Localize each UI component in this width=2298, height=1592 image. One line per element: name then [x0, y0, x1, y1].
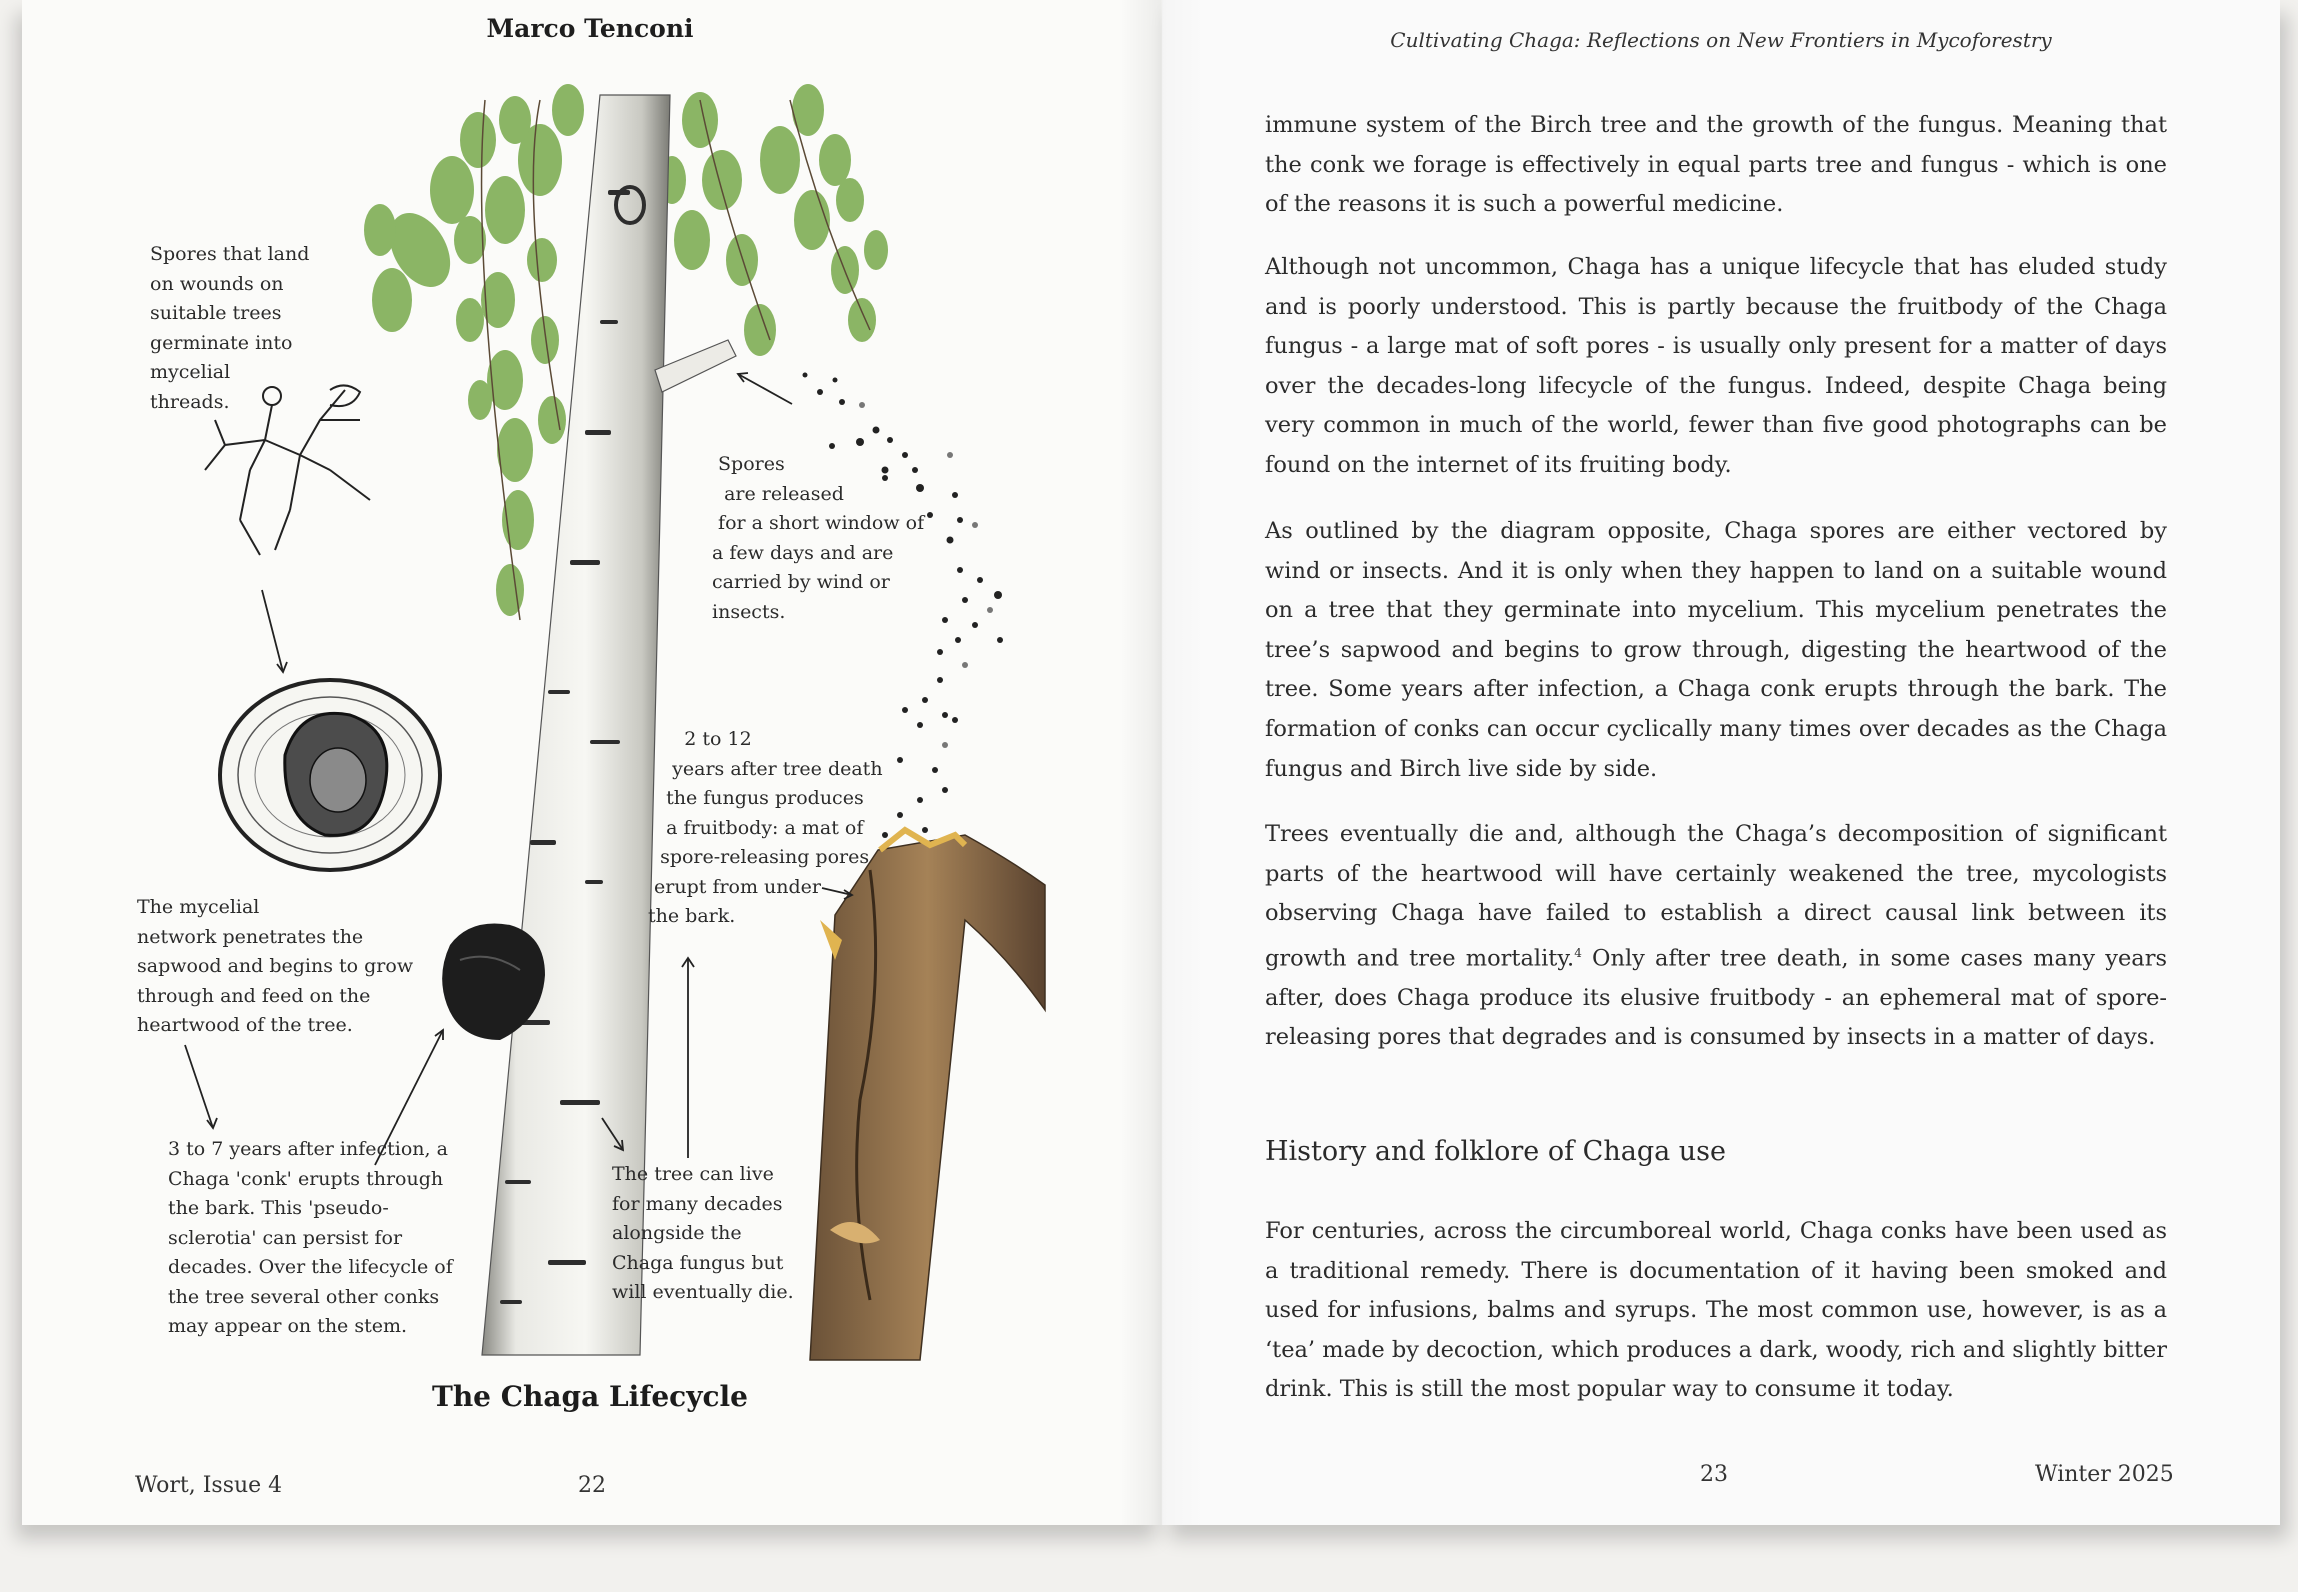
body-paragraph-2	[1265, 248, 2167, 486]
label-tree-lives: The tree can live for many decades alongside the Chaga fungus but will eventually die.	[612, 1163, 794, 1303]
footer-right-page-number: 23	[1700, 1462, 1728, 1487]
label-conk: 3 to 7 years after infection, a Chaga 'conk' erupts through the bark. This 'pseudo- sclerotia' can persist for decades. Over the lifecycle of the tree several other conks may appear on the stem.	[168, 1138, 453, 1337]
header-running-title: Cultivating Chaga: Reflections on New Frontiers in Mycoforestry	[1390, 28, 2052, 52]
paragraph-text: Trees eventually die and, although the Chaga’s decomposition of significant parts of the heartwood will have certainly weakened the tree, mycologists observing Chaga have failed to establish a direct causal link between its growth and tree mortality.	[1265, 821, 2167, 972]
body-paragraph-4	[1265, 815, 2167, 1058]
paragraph-text: As outlined by the diagram opposite, Chaga spores are either vectored by wind or insects. And it is only when they happen to land on a suitable wound on a tree that they germinate into mycelium. This mycelium penetrates the tree’s sapwood and begins to grow through, digesting the heartwood of the tree. Some years after infection, a Chaga conk erupts through the bark. The formation of conks can occur cyclically many times over decades as the Chaga fungus and Birch live side by side.	[1265, 518, 2167, 782]
footnote-marker: 4	[1574, 945, 1582, 960]
paragraph-text: Although not uncommon, Chaga has a unique lifecycle that has eluded study and is poorly understood. This is partly because the fruitbody of the Chaga fungus - a large mat of soft pores - is usually only present for a matter of days over the decades-long lifecycle of the fungus. Indeed, despite Chaga being very common in much of the world, fewer than five good photographs can be found on the internet of its fruiting body.	[1265, 254, 2167, 478]
label-mycelial-network: The mycelial network penetrates the sapwood and begins to grow through and feed on the heartwood of the tree.	[137, 896, 414, 1036]
paragraph-text: For centuries, across the circumboreal world, Chaga conks have been used as a traditional remedy. There is documentation of it having been smoked and used for infusions, balms and syrups. The most common use, however, is as a ‘tea’ made by decoction, which produces a dark, woody, rich and slightly bitter drink. This is still the most popular way to consume it today.	[1265, 1218, 2167, 1403]
trunk-cross-section-drawing	[220, 680, 440, 870]
body-paragraph-3	[1265, 512, 2167, 789]
label-spores-land: Spores that land on wounds on suitable trees germinate into mycelial threads.	[150, 243, 310, 413]
section-heading: History and folklore of Chaga use	[1265, 1136, 1727, 1167]
label-spores-released: Spores are released for a short window of a few days and are carried by wind or insects.	[712, 453, 925, 623]
diagram-caption: The Chaga Lifecycle	[431, 1380, 748, 1413]
body-paragraph-5	[1265, 1212, 2167, 1410]
header-author: Marco Tenconi	[486, 14, 694, 43]
footer-season: Winter 2025	[2035, 1462, 2174, 1487]
footer-left-page-number: 22	[578, 1473, 606, 1498]
body-paragraph-1	[1265, 106, 2167, 225]
paragraph-text: Only after tree death, in some cases many years after, does Chaga produce its elusive fruitbody - an ephemeral mat of spore-releasing pores that degrades and is consumed by insects in a matter of days.	[1265, 945, 2168, 1051]
label-fruitbody: 2 to 12 years after tree death the fungus produces a fruitbody: a mat of spore-releasing pores erupt from under the bark.	[648, 728, 883, 927]
paragraph-text: immune system of the Birch tree and the growth of the fungus. Meaning that the conk we forage is effectively in equal parts tree and fungus - which is one of the reasons it is such a powerful medicine.	[1265, 112, 2167, 218]
footer-issue: Wort, Issue 4	[135, 1473, 283, 1498]
